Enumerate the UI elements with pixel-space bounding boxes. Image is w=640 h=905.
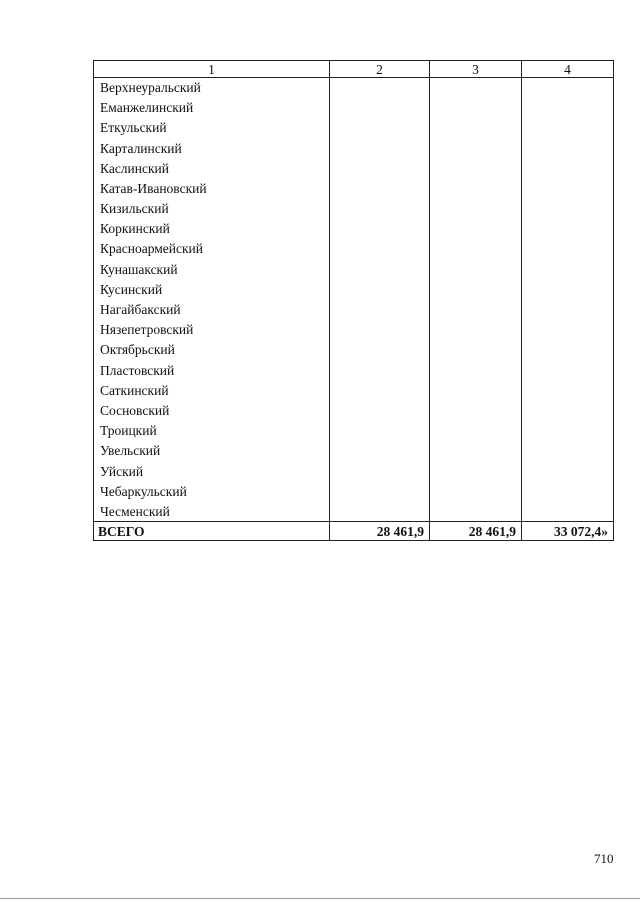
table-row xyxy=(94,421,614,441)
empty-cell-col-3 xyxy=(430,320,522,340)
empty-cell-col-4 xyxy=(522,138,614,158)
empty-cell-col-3 xyxy=(430,219,522,239)
district-name: Каслинский xyxy=(94,158,330,178)
empty-cell-col-2 xyxy=(330,279,430,299)
district-name: Увельский xyxy=(94,441,330,461)
empty-cell-col-3 xyxy=(430,118,522,138)
empty-cell-col-3 xyxy=(430,158,522,178)
empty-cell-col-4 xyxy=(522,481,614,501)
empty-cell-col-4 xyxy=(522,239,614,259)
empty-cell-col-3 xyxy=(430,300,522,320)
empty-cell-col-2 xyxy=(330,300,430,320)
header-col-1: 1 xyxy=(94,61,330,78)
empty-cell-col-2 xyxy=(330,401,430,421)
district-name: Саткинский xyxy=(94,380,330,400)
empty-cell-col-2 xyxy=(330,421,430,441)
table-row xyxy=(94,461,614,481)
total-value-col-2: 28 461,9 xyxy=(330,522,430,541)
table-row xyxy=(94,340,614,360)
table-row xyxy=(94,259,614,279)
table-row xyxy=(94,138,614,158)
table-row xyxy=(94,279,614,299)
table-row xyxy=(94,401,614,421)
table-row xyxy=(94,320,614,340)
district-name: Чесменский xyxy=(94,501,330,521)
total-row xyxy=(94,522,614,541)
empty-cell-col-3 xyxy=(430,259,522,279)
table-body xyxy=(94,78,614,522)
empty-cell-col-3 xyxy=(430,178,522,198)
table-row xyxy=(94,441,614,461)
table-row xyxy=(94,78,614,98)
empty-cell-col-2 xyxy=(330,501,430,521)
empty-cell-col-2 xyxy=(330,481,430,501)
table-row xyxy=(94,158,614,178)
total-value-col-3: 28 461,9 xyxy=(430,522,522,541)
empty-cell-col-3 xyxy=(430,199,522,219)
district-name: Красноармейский xyxy=(94,239,330,259)
district-name: Нязепетровский xyxy=(94,320,330,340)
empty-cell-col-2 xyxy=(330,441,430,461)
empty-cell-col-4 xyxy=(522,461,614,481)
empty-cell-col-2 xyxy=(330,259,430,279)
empty-cell-col-4 xyxy=(522,98,614,118)
empty-cell-col-3 xyxy=(430,481,522,501)
empty-cell-col-4 xyxy=(522,158,614,178)
budget-table xyxy=(93,60,614,541)
empty-cell-col-3 xyxy=(430,441,522,461)
empty-cell-col-3 xyxy=(430,340,522,360)
empty-cell-col-3 xyxy=(430,78,522,98)
empty-cell-col-4 xyxy=(522,360,614,380)
table-row xyxy=(94,178,614,198)
empty-cell-col-2 xyxy=(330,320,430,340)
empty-cell-col-2 xyxy=(330,239,430,259)
district-name: Чебаркульский xyxy=(94,481,330,501)
table-row xyxy=(94,239,614,259)
empty-cell-col-2 xyxy=(330,340,430,360)
district-name: Нагайбакский xyxy=(94,300,330,320)
table-row xyxy=(94,380,614,400)
district-name: Пластовский xyxy=(94,360,330,380)
page-number: 710 xyxy=(594,851,614,866)
empty-cell-col-3 xyxy=(430,401,522,421)
empty-cell-col-3 xyxy=(430,380,522,400)
empty-cell-col-4 xyxy=(522,259,614,279)
table-row xyxy=(94,219,614,239)
empty-cell-col-3 xyxy=(430,138,522,158)
empty-cell-col-3 xyxy=(430,239,522,259)
district-name: Еманжелинский xyxy=(94,98,330,118)
total-label: ВСЕГО xyxy=(94,522,330,541)
district-name: Октябрьский xyxy=(94,340,330,360)
district-name: Кусинский xyxy=(94,279,330,299)
empty-cell-col-2 xyxy=(330,380,430,400)
empty-cell-col-2 xyxy=(330,219,430,239)
table-row xyxy=(94,300,614,320)
empty-cell-col-4 xyxy=(522,380,614,400)
empty-cell-col-4 xyxy=(522,199,614,219)
district-name: Еткульский xyxy=(94,118,330,138)
empty-cell-col-2 xyxy=(330,199,430,219)
header-col-2: 2 xyxy=(330,61,430,78)
table-row xyxy=(94,481,614,501)
district-name: Троицкий xyxy=(94,421,330,441)
empty-cell-col-2 xyxy=(330,98,430,118)
empty-cell-col-3 xyxy=(430,98,522,118)
empty-cell-col-3 xyxy=(430,421,522,441)
table-row xyxy=(94,118,614,138)
empty-cell-col-4 xyxy=(522,501,614,521)
empty-cell-col-2 xyxy=(330,360,430,380)
total-value-col-4: 33 072,4» xyxy=(522,522,614,541)
empty-cell-col-4 xyxy=(522,300,614,320)
empty-cell-col-4 xyxy=(522,118,614,138)
district-name: Уйский xyxy=(94,461,330,481)
empty-cell-col-3 xyxy=(430,279,522,299)
empty-cell-col-4 xyxy=(522,279,614,299)
district-name: Катав-Ивановский xyxy=(94,178,330,198)
bottom-rule xyxy=(0,898,640,899)
empty-cell-col-2 xyxy=(330,158,430,178)
table-row xyxy=(94,199,614,219)
header-col-3: 3 xyxy=(430,61,522,78)
district-name: Кунашакский xyxy=(94,259,330,279)
empty-cell-col-2 xyxy=(330,78,430,98)
empty-cell-col-4 xyxy=(522,441,614,461)
empty-cell-col-4 xyxy=(522,320,614,340)
district-name: Коркинский xyxy=(94,219,330,239)
empty-cell-col-4 xyxy=(522,421,614,441)
empty-cell-col-4 xyxy=(522,340,614,360)
empty-cell-col-4 xyxy=(522,219,614,239)
empty-cell-col-4 xyxy=(522,78,614,98)
empty-cell-col-2 xyxy=(330,178,430,198)
table-row xyxy=(94,360,614,380)
header-col-4: 4 xyxy=(522,61,614,78)
empty-cell-col-4 xyxy=(522,401,614,421)
empty-cell-col-2 xyxy=(330,138,430,158)
empty-cell-col-3 xyxy=(430,501,522,521)
district-name: Кизильский xyxy=(94,199,330,219)
empty-cell-col-3 xyxy=(430,360,522,380)
empty-cell-col-4 xyxy=(522,178,614,198)
header-row xyxy=(94,61,614,78)
district-name: Сосновский xyxy=(94,401,330,421)
district-name: Верхнеуральский xyxy=(94,78,330,98)
table-row xyxy=(94,501,614,521)
empty-cell-col-3 xyxy=(430,461,522,481)
table-row xyxy=(94,98,614,118)
district-name: Карталинский xyxy=(94,138,330,158)
empty-cell-col-2 xyxy=(330,461,430,481)
empty-cell-col-2 xyxy=(330,118,430,138)
